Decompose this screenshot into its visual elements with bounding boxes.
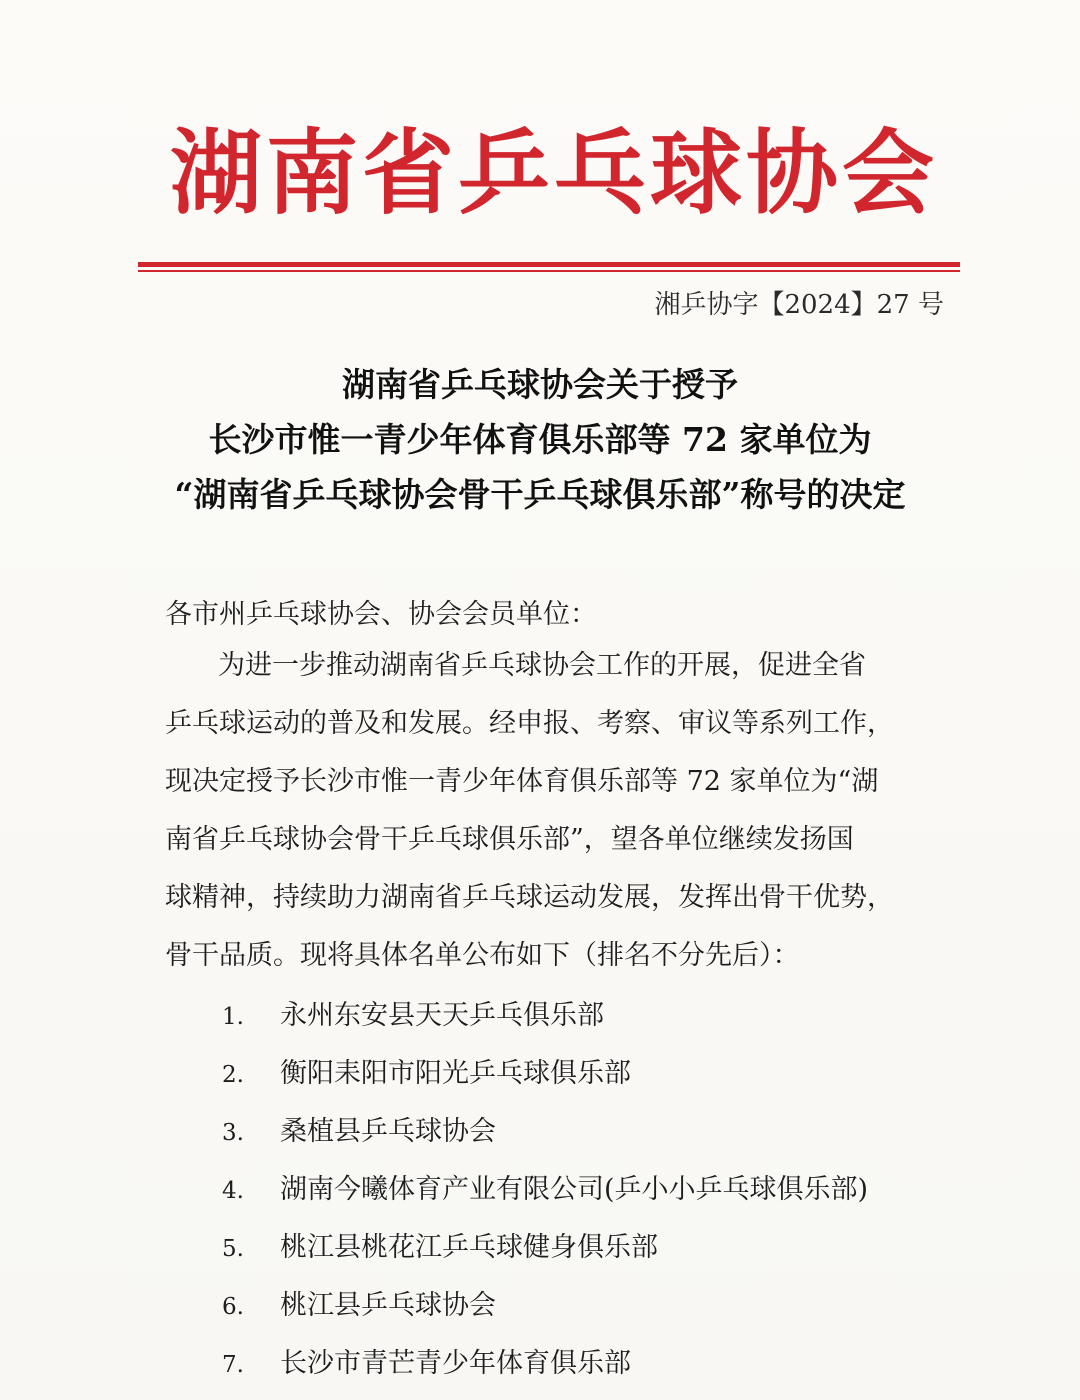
list-item-number: 2. — [222, 1062, 244, 1088]
letterhead-rule-thin — [138, 270, 960, 272]
title-line-3: “湖南省乒乓球协会骨干乒乓球俱乐部”称号的决定 — [174, 475, 906, 514]
list-item — [222, 1002, 604, 1029]
list-item-number: 6. — [222, 1294, 244, 1320]
body-line: 为进一步推动湖南省乒乓球协会工作的开展，促进全省 — [218, 650, 866, 681]
list-item — [222, 1176, 868, 1203]
list-item-number: 5. — [222, 1236, 244, 1262]
list-item-number: 3. — [222, 1120, 244, 1146]
letterhead-rule-thick — [138, 262, 960, 267]
list-item — [222, 1350, 631, 1377]
body-line: 球精神，持续助力湖南省乒乓球运动发展，发挥出骨干优势， — [165, 882, 894, 913]
list-item — [222, 1118, 496, 1145]
document-number: 湘乒协字【2024】27 号 — [654, 290, 944, 320]
body-line: 骨干品质。现将具体名单公布如下（排名不分先后）： — [165, 940, 800, 971]
list-item-name: 永州东安县天天乒乓俱乐部 — [280, 1000, 604, 1031]
list-item-name: 桃江县桃花江乒乓球健身俱乐部 — [280, 1232, 658, 1263]
list-item-name: 湖南今曦体育产业有限公司(乒小小乒乓球俱乐部) — [280, 1174, 869, 1205]
list-item-name: 桃江县乒乓球协会 — [280, 1290, 496, 1321]
list-item-number: 4. — [222, 1178, 244, 1204]
list-item-name: 衡阳耒阳市阳光乒乓球俱乐部 — [280, 1058, 631, 1089]
title-line-2: 长沙市惟一青少年体育俱乐部等 72 家单位为 — [208, 420, 872, 459]
body-line: 南省乒乓球协会骨干乒乓球俱乐部”，望各单位继续发扬国 — [165, 824, 854, 855]
title-line-1: 湖南省乒乓球协会关于授予 — [342, 365, 738, 404]
body-line: 乒乓球运动的普及和发展。经申报、考察、审议等系列工作， — [165, 708, 894, 739]
letterhead-title: 湖南省乒乓球协会 — [170, 120, 939, 227]
body-line: 现决定授予长沙市惟一青少年体育俱乐部等 72 家单位为“湖 — [165, 766, 879, 797]
salutation: 各市州乒乓球协会、协会会员单位： — [165, 599, 597, 630]
list-item — [222, 1234, 658, 1261]
list-item — [222, 1060, 631, 1087]
list-item-number: 7. — [222, 1352, 244, 1378]
list-item-name: 长沙市青芒青少年体育俱乐部 — [280, 1348, 631, 1379]
list-item-name: 桑植县乒乓球协会 — [280, 1116, 496, 1147]
list-item-number: 1. — [222, 1004, 244, 1030]
list-item — [222, 1292, 496, 1319]
